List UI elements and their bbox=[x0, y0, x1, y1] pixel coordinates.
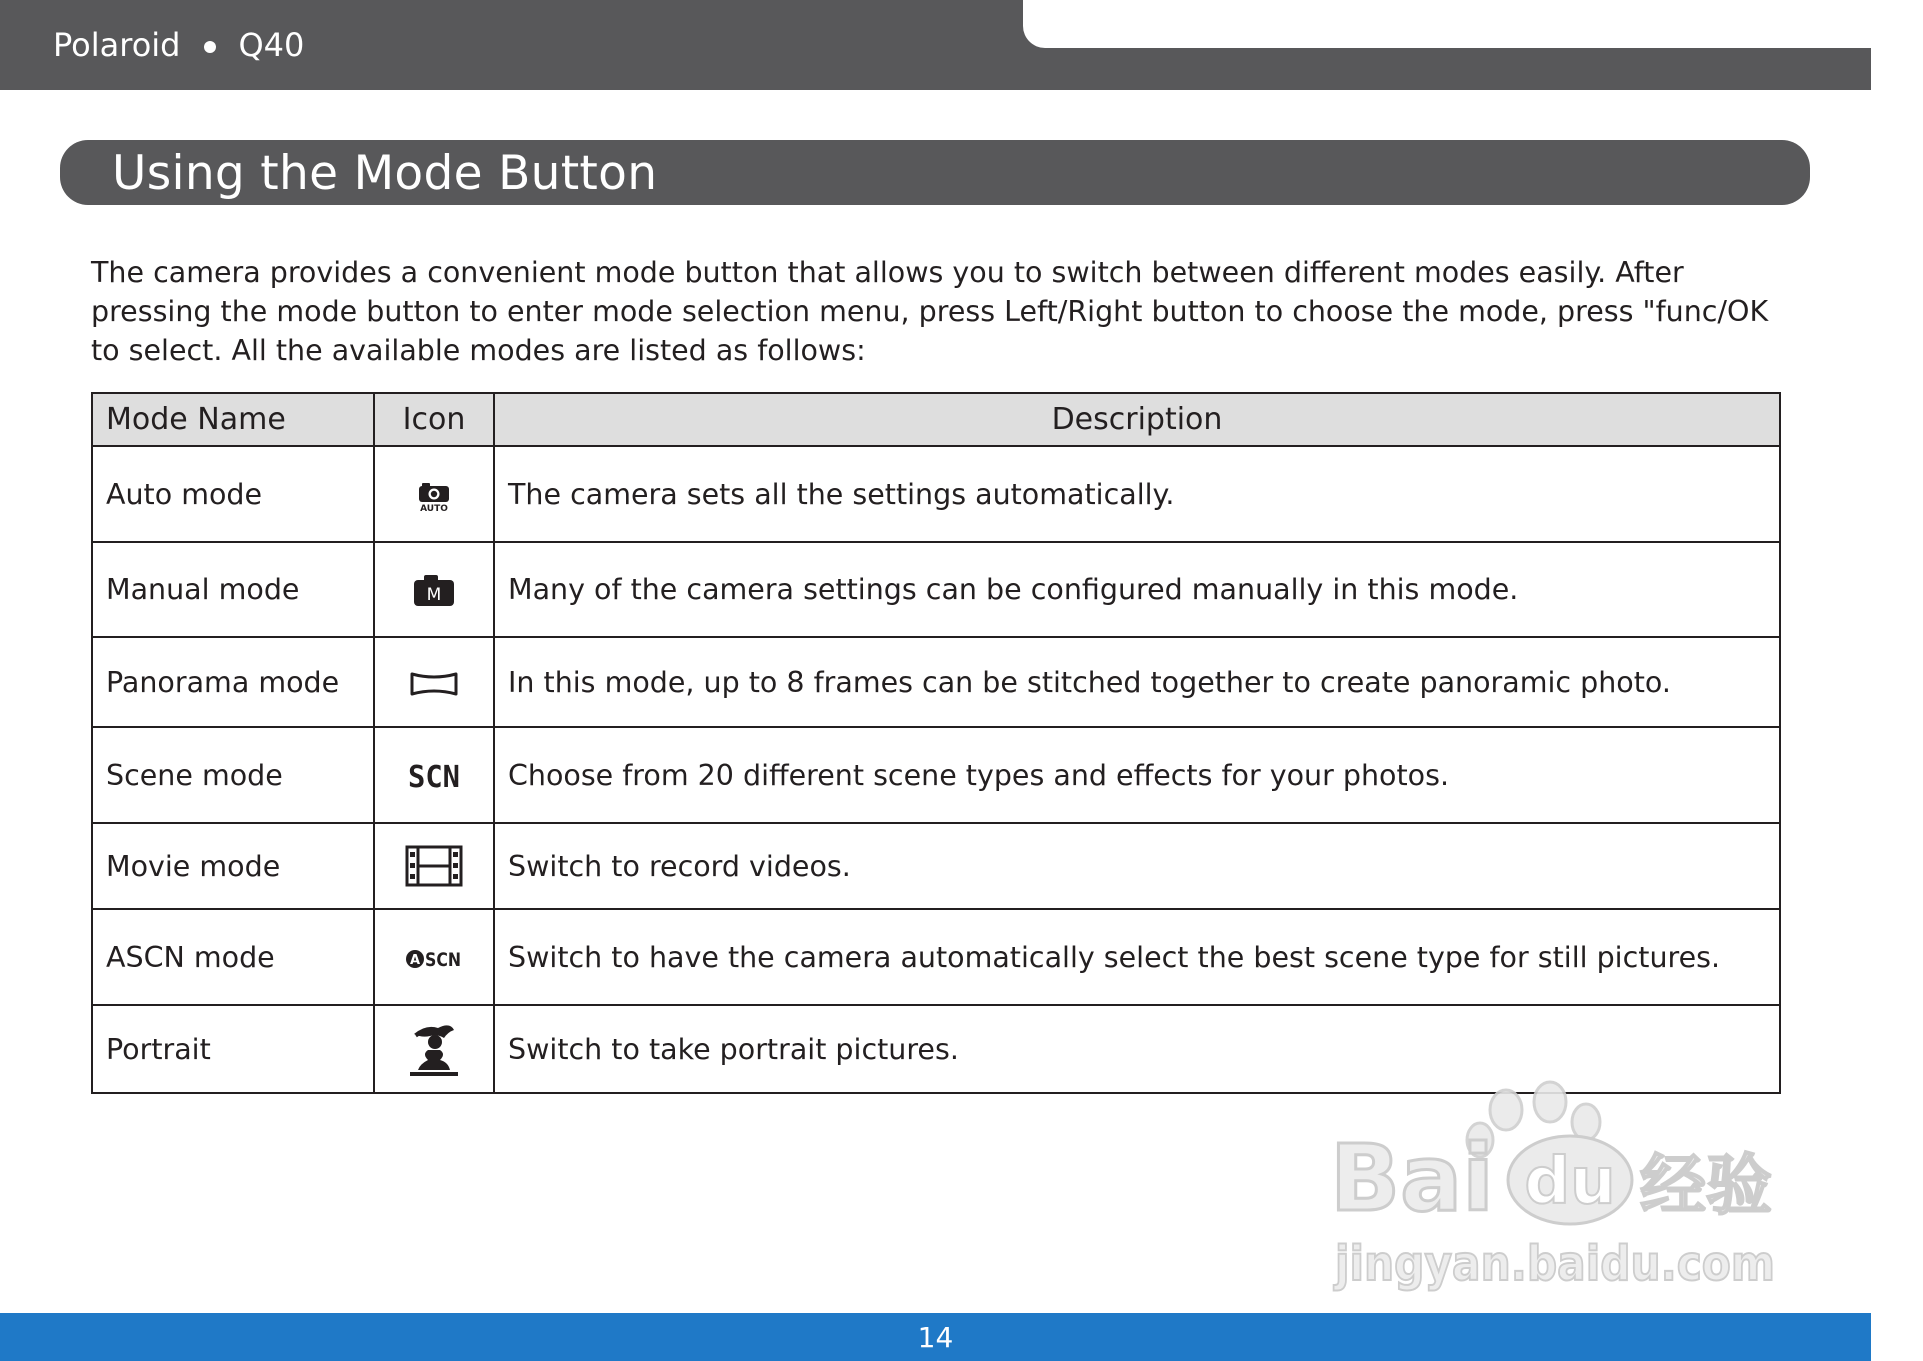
header-description: Description bbox=[494, 393, 1780, 446]
watermark-brand: Bai bbox=[1330, 1125, 1494, 1232]
mode-description-cell: Switch to take portrait pictures. bbox=[494, 1005, 1780, 1093]
section-title: Using the Mode Button bbox=[112, 146, 658, 201]
mode-description-cell: Switch to have the camera automatically select the best scene type for still pictures. bbox=[494, 909, 1780, 1005]
header-mode-name: Mode Name bbox=[92, 393, 374, 446]
mode-icon-cell bbox=[374, 542, 494, 637]
bullet-dot-icon bbox=[204, 41, 216, 53]
portrait-icon bbox=[408, 1020, 460, 1078]
mode-description-cell: In this mode, up to 8 frames can be stitched together to create panoramic photo. bbox=[494, 637, 1780, 727]
panorama-icon bbox=[409, 670, 459, 698]
mode-icon-cell bbox=[374, 909, 494, 1005]
baidu-watermark bbox=[1320, 1080, 1780, 1300]
auto-icon-text: AUTO bbox=[420, 503, 448, 514]
mode-description-cell: Many of the camera settings can be configured manually in this mode. bbox=[494, 542, 1780, 637]
page-number: 14 bbox=[917, 1321, 954, 1354]
ascn-icon bbox=[405, 947, 463, 971]
camera-manual-icon bbox=[412, 572, 456, 608]
brand-label bbox=[53, 22, 304, 68]
header-cutout bbox=[1023, 0, 1923, 48]
mode-icon-cell bbox=[374, 446, 494, 542]
ascn-badge-text: A bbox=[409, 952, 421, 968]
mode-description-cell: Choose from 20 different scene types and effects for your photos. bbox=[494, 727, 1780, 823]
table-row bbox=[92, 727, 1780, 823]
table-header-row bbox=[92, 393, 1780, 446]
mode-name-cell: Scene mode bbox=[92, 727, 374, 823]
camera-auto-icon bbox=[416, 478, 452, 512]
mode-icon-cell bbox=[374, 637, 494, 727]
table-row bbox=[92, 823, 1780, 909]
mode-name-cell: Portrait bbox=[92, 1005, 374, 1093]
watermark-url: jingyan.baidu.com bbox=[1333, 1236, 1775, 1292]
footer-bar bbox=[0, 1313, 1871, 1361]
mode-name-cell: Movie mode bbox=[92, 823, 374, 909]
scene-icon-text: SCN bbox=[408, 760, 460, 795]
intro-line: pressing the mode button to enter mode selection menu, press Left/Right button to choose the mode, press "func/OK bbox=[91, 295, 1769, 328]
header-icon: Icon bbox=[374, 393, 494, 446]
mode-description-cell: Switch to record videos. bbox=[494, 823, 1780, 909]
mode-icon-cell bbox=[374, 823, 494, 909]
model-name: Q40 bbox=[238, 26, 305, 64]
scene-icon bbox=[405, 757, 463, 793]
intro-paragraph bbox=[91, 253, 1791, 370]
mode-name-cell: ASCN mode bbox=[92, 909, 374, 1005]
intro-line: to select. All the available modes are listed as follows: bbox=[91, 334, 866, 367]
table-row bbox=[92, 909, 1780, 1005]
mode-icon-cell bbox=[374, 1005, 494, 1093]
table-row bbox=[92, 446, 1780, 542]
mode-name-cell: Panorama mode bbox=[92, 637, 374, 727]
intro-line: The camera provides a convenient mode button that allows you to switch between different modes easily. After bbox=[91, 256, 1684, 289]
watermark-brand2: du bbox=[1524, 1145, 1616, 1219]
mode-name-cell: Manual mode bbox=[92, 542, 374, 637]
mode-description-cell: The camera sets all the settings automatically. bbox=[494, 446, 1780, 542]
brand-name: Polaroid bbox=[53, 26, 181, 64]
mode-name-cell: Auto mode bbox=[92, 446, 374, 542]
ascn-icon-text: SCN bbox=[425, 948, 461, 971]
watermark-cn: 经验 bbox=[1640, 1147, 1772, 1224]
table-row bbox=[92, 637, 1780, 727]
manual-icon-text: M bbox=[426, 584, 442, 605]
film-strip-icon bbox=[405, 845, 463, 887]
mode-table bbox=[91, 392, 1781, 1094]
section-title-bar bbox=[60, 140, 1810, 205]
mode-icon-cell bbox=[374, 727, 494, 823]
table-row bbox=[92, 542, 1780, 637]
